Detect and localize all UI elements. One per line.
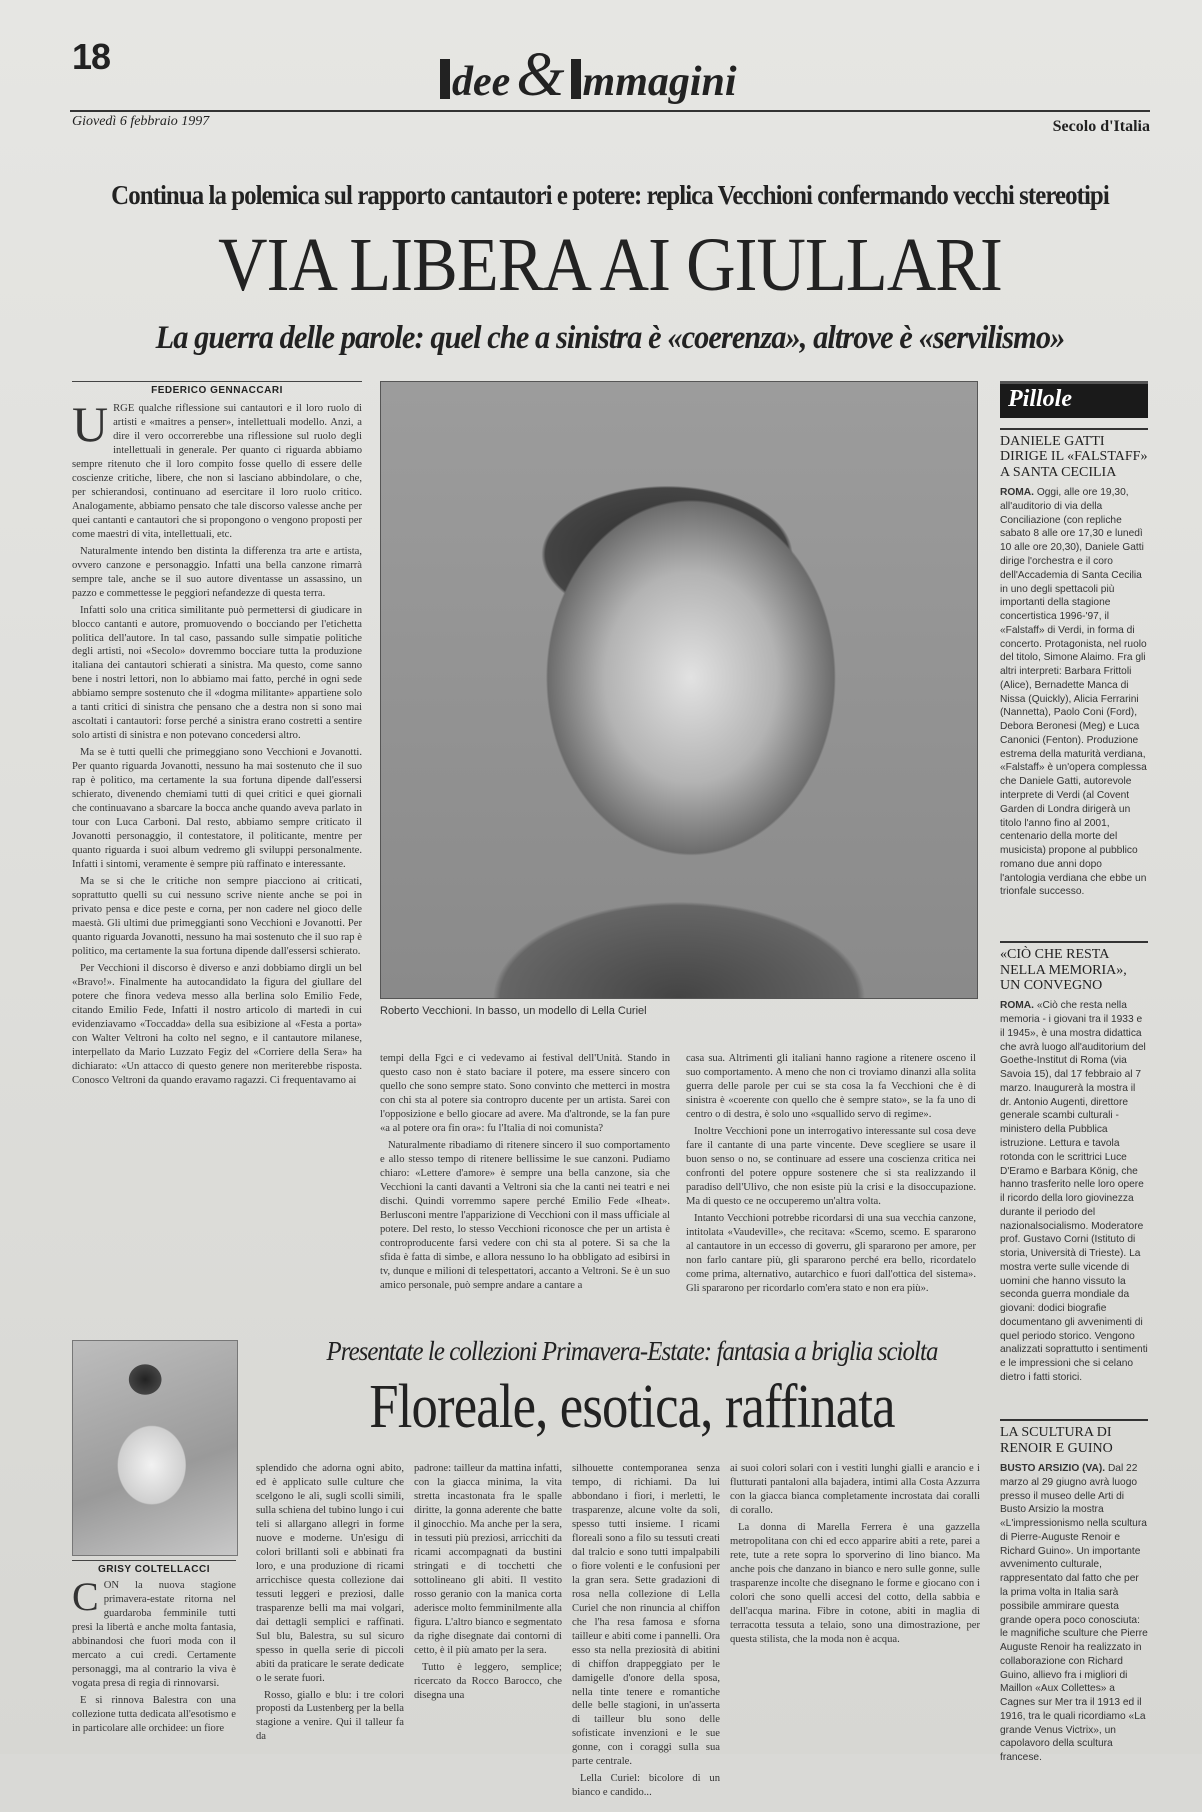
paragraph: Naturalmente ribadiamo di ritenere sincero il suo comportamento e allo stesso tempo di ritenere bellissime le sue canzoni. Pudiamo chiaro: «Lettere d'amore» è sempre una bella canzone, sia che Vecchioni la canti davanti a Veltroni sia che la canti nei teatri e nei dischi. Quindi vorremmo sapere perché Emilio Fede «Iheat». Berlusconi mentre l'apparizione di Vecchioni con il mass ufficiale al potere. Del resto, lo stesso Vecchioni riconosce che per un artista è controproducente farsi vedere con chi sta al potere. Si sa che la sfida è fatta di simbe, e allora nessuno lo ha obbligato ad esibirsi in tv, dunque e milioni di telespettatori, accanto a Veltroni. Se è un suo amico personale, può sempre andare a cantare a xyxy=(380,1139,670,1291)
main-subhead: La guerra delle parole: quel che a sinistra è «coerenza», altrove è «servilismo» xyxy=(155,320,1065,356)
pillole-sidebar xyxy=(1000,381,1148,1812)
fashion-column-5-text xyxy=(730,1462,980,1734)
paragraph: silhouette contemporanea senza tempo, di richiami. Da lui abbondano i fiori, i merletti, le trasparenze, alcune volte da soli, spesso tutti insieme. I ricami floreali sono a filo su tessuti creati dal tralcio e sono tutti impalpabili o fiore volenti e le confusioni per la gran sera. Sette gradazioni di rosa nella collezione di Lella Curiel che non rinuncia al chiffon che l'ha resa famosa e sforna tailleur e abiti come i pannelli. Ora esso sta nella preziosità di abitini di chiffon drappeggiato per le damigelle d'onore della sposa, nella tinte tenere e romantiche delle belle stagioni, in un'asserta di tailleur blu sono delle sofisticate invenzioni e le sue gonne, con i coraggi sulla sua parte centrale. xyxy=(572,1463,720,1768)
main-dropcap: U xyxy=(72,396,109,452)
paragraph: Ma se è tutti quelli che primeggiano sono Vecchioni e Jovanotti. Per quanto riguarda Jovanotti, nessuno ha mai sostenuto che il suo rap è politico, ma certamente la sua fortuna dipende dall'essersi schierato, divenendo chemiami tutti di quei critici e quei giornali che continuavano a sbarcare la bocca anche quando aveva parlato in tour con Luca Carboni. Dal resto, abbiamo sempre criticato il Jovanotti personaggio, il contestatore, il politicante, mentre per quanto riguarda i suoi album vedremo gli sviluppi personalmente. Infatti i sintomi, veramente è sempre più raffinato e interessante. xyxy=(72,747,362,870)
masthead-block-i2-icon xyxy=(571,59,581,99)
byline-rule xyxy=(72,1560,236,1561)
paragraph: tempi della Fgci e ci vedevamo ai festival dell'Unità. Stando in questo caso non è stato baciare il potere, ma essere sincero con quello che sono sempre stato. Sono convinto che metterci in mostra con chi sta al potere sia contropro ducente per un artista. Sarei con l'opposizione e bello giocare ad avere. Ma d'altronde, se la fan pure «a al potere ora fin ora»: fu l'Italia di noi comunista? xyxy=(380,1053,670,1134)
main-column-3-text xyxy=(686,1052,976,1312)
header-rule xyxy=(70,110,1150,112)
sidebar-place: ROMA. xyxy=(1000,1000,1034,1012)
sidebar-place: BUSTO ARSIZIO (VA). xyxy=(1000,1463,1106,1475)
fashion-kicker: Presentate le collezioni Primavera-Estate: fantasia a briglia sciolta xyxy=(326,1336,938,1366)
paragraph: Rosso, giallo e blu: i tre colori proposti da Lustenberg per la bella stagione a venire. Qui il talleur fa da xyxy=(256,1689,404,1743)
fashion-byline: GRISY COLTELLACCI xyxy=(97,1564,211,1575)
masthead-ampersand: & xyxy=(516,41,565,109)
fashion-headline: Floreale, esotica, raffinata xyxy=(369,1373,895,1441)
fashion-dropcap: C xyxy=(72,1574,99,1619)
paragraph: Infatti solo una critica similitante può permettersi di giudicare in blocco cantanti e autore, promuovendo o bocciando per l'etichetta politica dell'autore. In tal caso, passando sulle simpatie politiche degli artisti, noi «Secolo» dovremmo bocciare tutta la produzione italiana dei cantautori schierati a sinistra. Ma questo, come sanno bene i nostri lettori, non lo abbiamo mai fatto, perché in ogni sede abbiamo sempre sostenuto che il «dogma militante» appartiene solo a tanti critici di sinistra che pensano che a destra non si sono mai ascoltati i cantautori: forse perché a sinistra erano costretti a sentire solo artisti di sinistra e non potevano concedersi altro. xyxy=(72,604,362,742)
fashion-column-3-text xyxy=(414,1462,562,1734)
paragraph: Per Vecchioni il discorso è diverso e anzi dobbiamo dirgli un bel «Bravo!». Finalmente ha autocandidato la figura del giullare del potere che finora vedeva messo alla berlina solo Emilio Fede, citando Emilio Fede, Infatti il nostro articolo di martedì in cui evidenziavamo «Toccadda» della sua esibizione al «Festa a porta» con Walter Veltroni ha colto nel segno, e il cantautore milanese, interpellato da Mario Luzzato Fegiz del «Corriere della Sera» ha dichiarato: «Un attacco di questo genere non meriterebbe risposta. Conosco Veltroni da quando eravamo ragazzi. Ci frequentavamo ai xyxy=(72,962,362,1086)
fashion-column-1-text xyxy=(72,1574,236,1734)
sidebar-item-title: «CIÒ CHE RESTA NELLA MEMORIA», UN CONVEGNO xyxy=(1000,941,1148,993)
paragraph: Tutto è leggero, semplice; ricercato da Rocco Barocco, che disegna una xyxy=(414,1661,562,1701)
sidebar-item-title: LA SCULTURA DI RENOIR E GUINO xyxy=(1000,1419,1148,1456)
fashion-column-2-text xyxy=(256,1462,404,1743)
main-kicker: Continua la polemica sul rapporto cantautori e potere: replica Vecchioni confermando vecchi stereotipi xyxy=(111,180,1109,210)
photo-caption: Roberto Vecchioni. In basso, un modello di Lella Curiel xyxy=(380,1005,647,1017)
main-byline: FEDERICO GENNACCARI xyxy=(151,385,283,396)
masthead-block-i-icon xyxy=(440,59,450,99)
paragraph: casa sua. Altrimenti gli italiani hanno ragione a ritenere osceno il suo comportamento. A meno che non ci troviamo dinanzi alla solita guerra delle parole per cui se sta cosa la fa Vecchioni che è di sinistra è «coerente con quello che è sempre stato», se la fa uno di centro o di destra, è solo uno «squallido servo di regime». xyxy=(686,1053,976,1120)
pillole-label: Pillole xyxy=(1000,381,1148,418)
page-number: 18 xyxy=(72,36,111,77)
fashion-column-4-text xyxy=(572,1462,720,1799)
sidebar-item-title: DANIELE GATTI DIRIGE IL «FALSTAFF» A SANTA CECILIA xyxy=(1000,428,1148,480)
vecchioni-photo xyxy=(380,381,978,999)
newspaper-name: Secolo d'Italia xyxy=(1052,118,1150,135)
main-column-1 xyxy=(72,381,362,1316)
sidebar-item-text xyxy=(1000,999,1148,1409)
paragraph: Naturalmente intendo ben distinta la differenza tra arte e artista, ovvero canzone e personaggio. Infatti una bella canzone rimarrà sempre tale, anche se il suo autore diventasse un assassino, un pazzo e commettesse le peggiori nefandezze di questa terra. xyxy=(72,545,362,599)
issue-date: Giovedì 6 febbraio 1997 xyxy=(72,114,210,129)
paragraph: Intanto Vecchioni potrebbe ricordarsi di una sua vecchia canzone, intitolata «Vaudeville», che recitava: «Scemo, scemo. E spararono al cantautore in un eccesso di goverru, gli spararono per amore, per non farlo cantare più, gli spararono perché era bello, ricordatelo come prima, alternativo, autarchico e fuori dall'ottica del sistema». Gli spararono per ricordarlo com'era stato e non era più». xyxy=(686,1212,976,1294)
main-column-1-text xyxy=(72,396,362,1316)
main-headline: VIA LIBERA AI GIULLARI xyxy=(218,223,1002,307)
fashion-photo xyxy=(72,1340,238,1556)
paragraph: splendido che adorna ogni abito, ed è applicato sulle culture che scelgono le ali, sugli scolli simili, sulla schiena del tubino lungo i cui teli si allargano allegri in forme nuove e moderne. Un'esigu di colori brillanti soli e abbinati fra loro, e una produzione di ricami arricchisce questa collezione dai tessuti leggeri e preziosi, dalle trasparenze belli ma mai volgari, dai dettagli semplici e raffinati. Sul blu, Balestra, su sul sicuro spesso in quella serie di piccoli abiti da praticare le serate dedicate o le serate fuori. xyxy=(256,1463,404,1684)
paragraph: Lella Curiel: bicolore di un bianco e candido... xyxy=(572,1773,720,1799)
main-column-2-text xyxy=(380,1052,670,1312)
masthead-word-2: mmagini xyxy=(582,59,737,105)
sidebar-body: Dal 22 marzo al 29 giugno avrà luogo presso il museo delle Arti di Busto Arsizio la mostra «L'impressionismo nella scultura di Pierre-Auguste Renoir e Richard Guino». Un importante avvenimento culturale, rappresentato dal fatto che per la prima volta in Italia sarà possibile ammirare questa grande opera poco conosciuta: le magnifiche sculture che Pierre Auguste Renoir ha realizzato in collaborazione con Richard Guino, allievo fra i migliori di Maillon «Aux Collettes» a Cagnes sur Mer tra il 1913 ed il 1916, tra le quali ricordiamo «La grande Venus Victrix», un capolavoro della scultura francese. xyxy=(1000,1463,1148,1764)
paragraph: ai suoi colori solari con i vestiti lunghi gialli e arancio e i flutturati pantaloni alla bajadera, intimi alla Costa Azzurra con la giacca bianca completamente incrostata dai coralli di corallo. xyxy=(730,1463,980,1516)
masthead-word-1: dee xyxy=(452,59,511,105)
paragraph: Ma se si che le critiche non sempre piacciono ai criticati, soprattutto quelli su cui nessuno scrive niente anche se poi in privato pensa e dice peste e corna, per non cadere nel gioco delle maestà. Gli ultimi due primeggianti sono Vecchioni e Jovanotti. Per quanto riguarda Jovanotti, nessuno ha mai sostenuto che il suo rap è politico, ma certamente la sua fortuna dipende dall'essersi schierato. xyxy=(72,875,362,957)
sidebar-item-text xyxy=(1000,486,1148,931)
sidebar-item-text xyxy=(1000,1462,1148,1812)
paragraph: La donna di Marella Ferrera è una gazzella metropolitana con chi ed ecco apparire abiti a rete, parei a rete, tute a rete sopra lo sporverino di lino bianco. Ma anche pois che danzano in bianco e nero sulle gonne, sulle trasparenze incolte che disegnano le forme e giocano con i colori che sono quelli accesi del cotto, della sabbia e dell'acqua marina. Fibre in cotone, abiti in maglia di terracotta tessuta a telaio, sono una dimostrazione, per questa stilista, che la moda non è acqua. xyxy=(730,1521,980,1645)
byline-rule xyxy=(72,381,362,382)
paragraph: RGE qualche riflessione sui cantautori e il loro ruolo di artisti e «maitres a penser», intellettuali modello. Anzi, a dire il vero occorrerebbe una riflessione sul ruolo degli intellettuali in generale. Per quanto ci riguarda abbiamo sempre ritenuto che il loro compito fosse quello di essere delle coscienze critiche, libere, che non si lasciano abbindolare, o che, per schierandosi, continuano ad esercitare il loro ruolo critico. Analogamente, abbiamo pensato che tale discorso valesse anche per quei cantanti e cantautori che si propongono o vengono proposti per come maestri di vita, intellettuali, etc. xyxy=(72,403,362,540)
paragraph: E si rinnova Balestra con una collezione tutta dedicata all'esotismo e in particolare alle orchidee: un fiore xyxy=(72,1694,236,1734)
paragraph: Inoltre Vecchioni pone un interrogativo interessante sul cosa deve fare il cantante di una parte vincente. Deve scegliere se usare il buon senso o no, se continuare ad essere una coscienza critica nei confronti del potere oppure sostenere che si sta realizzando il paradiso dell'Ulivo, che non esiste più la crisi e la disoccupazione. Ma di questo ce ne occuperemo un'altra volta. xyxy=(686,1125,976,1207)
section-masthead xyxy=(440,40,737,111)
sidebar-body: Oggi, alle ore 19,30, all'auditorio di via della Conciliazione (con repliche sabato 8 alle ore 17,30 e lunedì 10 alle ore 20,30), Daniele Gatti dirige l'orchestra e il coro dell'Accademia di Santa Cecilia in uno degli spettacoli più importanti della stagione concertistica 1996-'97, il «Falstaff» di Verdi, in forma di concerto. Protagonista, nel ruolo del titolo, Simone Alaimo. Fra gli altri interpreti: Barbara Frittoli (Alice), Bernadette Manca di Nissa (Quickly), Alicia Ferrarini (Nannetta), Paolo Coni (Ford), Debora Beronesi (Meg) e Luca Canonici (Fenton). Produzione estrema della maturità verdiana, «Falstaff» è un'opera complessa che Daniele Gatti, autorevole interprete di Verdi (al Covent Garden di Londra dirigerà un titolo l'anno fino al 2001, centenario della morte del musicista) propone al pubblico romano due anni dopo l'antologia verdiana che ebbe un trionfale successo. xyxy=(1000,487,1147,898)
paragraph: ON la nuova stagione primavera-estate ritorna nel guardaroba femminile tutti presi la libertà e anche molta fantasia, abbinandosi che fuori moda con il mercato a cui credi. Certamente personaggi, ma al contrario la viva è vogata presa di regia di rinnovarsi. xyxy=(72,1580,236,1689)
paragraph: padrone: tailleur da mattina infatti, con la giacca minima, la vita stretta incastonata fra le spalle diritte, la gonna aderente che batte il ginocchio. Ma anche per la sera, in tessuti più preziosi, arricchiti da ricami accompagnati da bustini stringati e di tocchetti che sottolineano gli abiti. Il vestito rosso geranio con la manica corta aderisce molto femminilmente alla figura. L'altro bianco e segmentato da righe disegnate dai contorni di cetto, è il più amato per la sera. xyxy=(414,1463,562,1656)
sidebar-place: ROMA. xyxy=(1000,487,1034,499)
fashion-column-1 xyxy=(72,1560,236,1734)
sidebar-body: «Ciò che resta nella memoria - i giovani tra il 1933 e il 1945», è una mostra didattica che avrà luogo all'auditorium del Goethe-Institut di Roma (via Savoia 15), dal 17 febbraio al 7 marzo. Inaugurerà la mostra il dr. Antonio Augenti, direttore generale scambi culturali - ministero della Pubblica istruzione. Lettura e tavola rotonda con le scrittrici Luce D'Eramo e Barbara König, che hanno trasferito nelle loro opere il ricordo della loro giovinezza durante il periodo del nazionalsocialismo. Moderatore prof. Gustavo Corni (Istituto di storia, Università di Trieste). La mostra verte sulle vicende di uomini che hanno vissuto la seconda guerra mondiale da giovani: dodici biografie documentano gli avvenimenti di quel periodo storico. Vengono analizzati soprattutto i sentimenti e le impressioni che si celano dietro i fatti storici. xyxy=(1000,1000,1148,1384)
